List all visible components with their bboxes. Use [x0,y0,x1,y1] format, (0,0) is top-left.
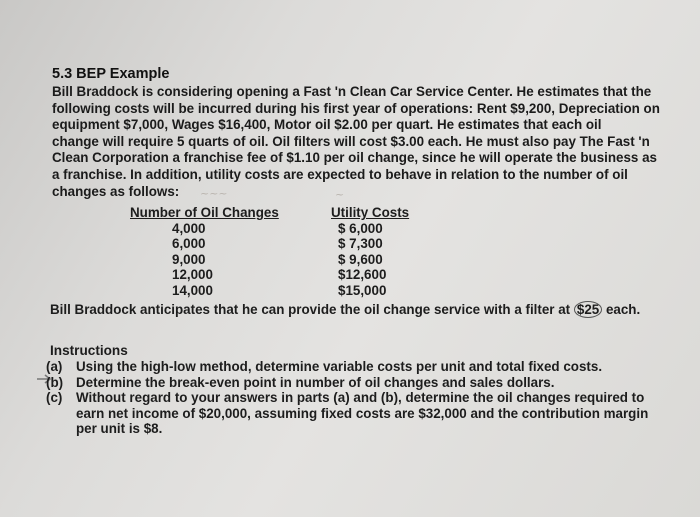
instruction-marker: (c) [46,390,63,406]
table-cell: $15,000 [338,282,387,298]
table-cell: $ 6,000 [338,220,383,236]
instructions-list [46,359,666,437]
paragraph-line: following costs will be incurred during his first year of operations: Rent $9,200, Depreciation on [52,100,660,116]
paragraph-line: a franchise. In addition, utility costs are expected to behave in relation to the number of oil [52,166,628,182]
instruction-text-continued: earn net income of $20,000, assuming fixed costs are $32,000 and the contribution margin [76,405,649,421]
table-cell: 9,000 [172,251,206,267]
table-cell: $12,600 [338,267,387,282]
instruction-text: Without regard to your answers in parts (a) and (b), determine the oil changes required to [76,390,645,406]
table-cell: $ 7,300 [338,236,383,251]
instruction-marker: (a) [46,359,63,374]
price-sentence [50,302,640,317]
instruction-text-continued: per unit is $8. [76,421,163,437]
instruction-item [46,390,666,406]
pencil-scribble: ~ [335,188,345,201]
utility-costs-header: Utility Costs [331,205,410,220]
utility-costs-column [331,205,409,298]
paragraph-line: change will require 5 quarts of oil. Oil filters will cost $3.00 each. He must also pay The Fast 'n [52,133,650,149]
table-cell: 14,000 [172,282,213,298]
instruction-text: Determine the break-even point in number of oil changes and sales dollars. [76,374,555,390]
paragraph-line: changes as follows: [52,183,180,199]
instruction-item [46,375,666,391]
instructions-heading: Instructions [50,343,128,358]
table-cell: 6,000 [172,236,206,251]
price-sentence-end: each. [602,302,641,317]
table-cell: 12,000 [172,267,213,282]
oil-changes-column [130,205,279,298]
circled-price: $25 [574,301,602,318]
instruction-item [46,359,666,375]
problem-paragraph [52,84,660,200]
price-sentence-start: Bill Braddock anticipates that he can provide the oil change service with a filter at [50,302,574,317]
paragraph-line: Bill Braddock is considering opening a Fast 'n Clean Car Service Center. He estimates that the [52,84,652,99]
instruction-text: Using the high-low method, determine variable costs per unit and total fixed costs. [76,359,603,374]
pencil-scribble: ~~~ [200,187,228,200]
example-heading: 5.3 BEP Example [52,66,170,82]
table-cell: 4,000 [172,220,206,236]
table-cell: $ 9,600 [338,251,383,267]
paragraph-line: Clean Corporation a franchise fee of $1.10 per oil change, since he will operate the business as [52,150,657,166]
instruction-marker: (b) [46,374,64,390]
paragraph-line: equipment $7,000, Wages $16,400, Motor oil $2.00 per quart. He estimates that each oil [52,117,602,133]
oil-changes-header: Number of Oil Changes [130,205,279,220]
